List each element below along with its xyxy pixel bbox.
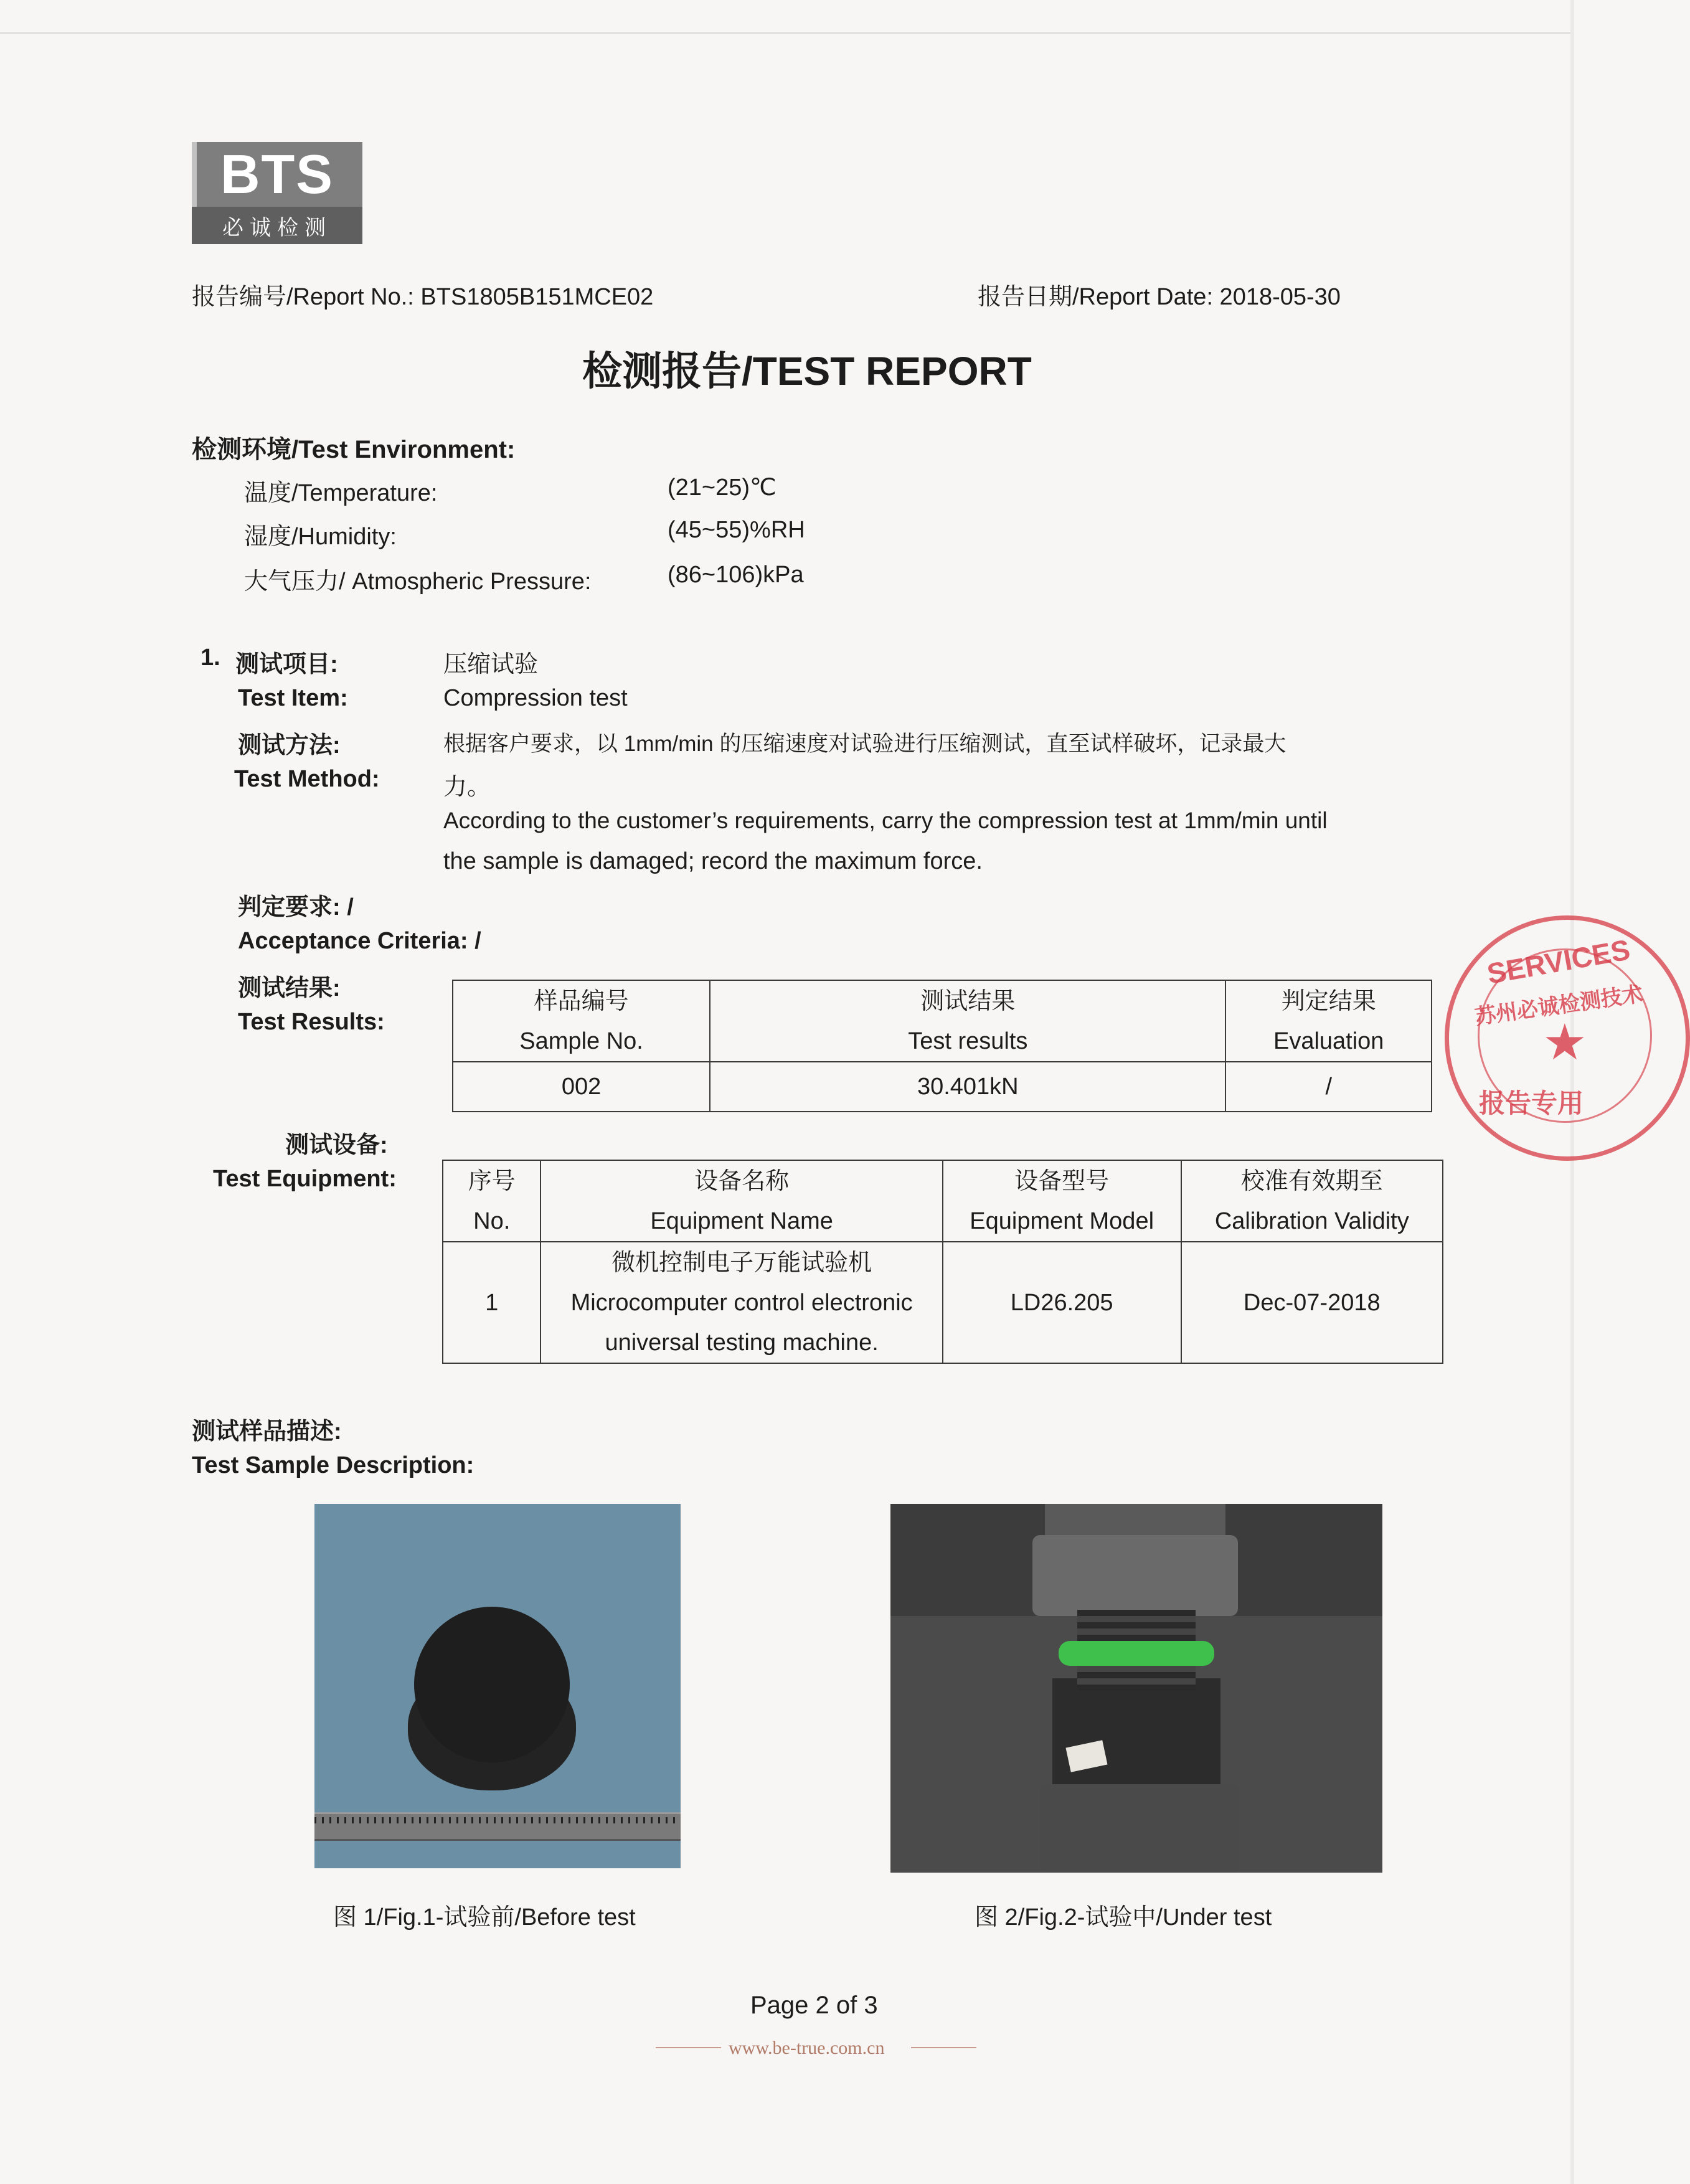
sample-description-en: Test Sample Description: bbox=[192, 1452, 474, 1478]
test-method-cn-line1: 根据客户要求，以 1mm/min 的压缩速度对试验进行压缩测试，直至试样破坏，记录最大 bbox=[443, 732, 1286, 756]
results-header-result bbox=[710, 980, 1225, 1062]
env-pressure-value: (86~106)kPa bbox=[668, 562, 804, 588]
results-header-sample-en: Sample No. bbox=[519, 1028, 643, 1054]
equipment-cell-validity: Dec-07-2018 bbox=[1181, 1242, 1443, 1363]
equipment-cell-name bbox=[541, 1242, 942, 1363]
official-seal bbox=[1445, 915, 1690, 1161]
env-temperature-value: (21~25)℃ bbox=[668, 475, 777, 501]
results-header-evaluation-en: Evaluation bbox=[1273, 1028, 1384, 1054]
report-number: 报告编号/Report No.: BTS1805B151MCE02 bbox=[192, 284, 654, 310]
footer-line-left bbox=[656, 2047, 721, 2048]
env-humidity-value: (45~55)%RH bbox=[668, 517, 805, 543]
scan-edge-line bbox=[0, 32, 1574, 34]
report-date: 报告日期/Report Date: 2018-05-30 bbox=[978, 284, 1341, 310]
sample-disc-shape bbox=[414, 1607, 570, 1762]
env-pressure-label: 大气压力/ Atmospheric Pressure: bbox=[244, 569, 592, 595]
equipment-table-header-row bbox=[443, 1160, 1443, 1242]
press-base-shape bbox=[1040, 1784, 1239, 1873]
footer-line-right bbox=[911, 2047, 976, 2048]
seal-text-top: SERVICES bbox=[1485, 933, 1633, 990]
section-number: 1. bbox=[201, 645, 220, 671]
results-header-sample-cn: 样品编号 bbox=[534, 987, 629, 1014]
green-ring-shape bbox=[1059, 1641, 1214, 1666]
results-cell-evaluation: / bbox=[1225, 1062, 1432, 1112]
test-results-cn-label: 测试结果: bbox=[238, 975, 341, 1001]
equipment-name-en-line2: universal testing machine. bbox=[605, 1330, 879, 1356]
equipment-header-validity bbox=[1181, 1160, 1443, 1242]
equipment-header-model bbox=[943, 1160, 1181, 1242]
equipment-en-label: Test Equipment: bbox=[213, 1166, 397, 1192]
ruler-shape bbox=[314, 1812, 681, 1841]
test-method-cn-label: 测试方法: bbox=[238, 732, 341, 759]
test-item-en-label: Test Item: bbox=[238, 685, 348, 711]
results-cell-sample: 002 bbox=[453, 1062, 710, 1112]
results-header-sample bbox=[453, 980, 710, 1062]
test-item-cn-value: 压缩试验 bbox=[443, 651, 539, 678]
logo-text: BTS bbox=[220, 143, 334, 205]
test-results-en-label: Test Results: bbox=[238, 1009, 385, 1035]
ruler-ticks bbox=[314, 1817, 681, 1823]
equipment-header-model-en: Equipment Model bbox=[970, 1208, 1154, 1234]
test-method-en-line1: According to the customer’s requirements, carry the compression test at 1mm/min until bbox=[443, 808, 1328, 833]
test-method-en-line2: the sample is damaged; record the maximum force. bbox=[443, 848, 983, 874]
equipment-header-name bbox=[541, 1160, 942, 1242]
logo-subtitle: 必诚检测 bbox=[222, 215, 332, 240]
test-method-cn-line2: 力。 bbox=[443, 774, 491, 800]
equipment-header-no bbox=[443, 1160, 541, 1242]
equipment-header-no-cn: 序号 bbox=[468, 1167, 516, 1194]
figure-1-photo bbox=[314, 1504, 681, 1868]
env-temperature-label: 温度/Temperature: bbox=[244, 480, 438, 506]
logo-text-area bbox=[192, 142, 362, 207]
equipment-header-name-cn: 设备名称 bbox=[694, 1167, 790, 1194]
logo-subtitle-bar bbox=[192, 207, 362, 244]
results-header-result-en: Test results bbox=[908, 1028, 1028, 1054]
equipment-header-model-cn: 设备型号 bbox=[1014, 1167, 1110, 1194]
equipment-header-name-en: Equipment Name bbox=[650, 1208, 833, 1234]
results-header-evaluation bbox=[1225, 980, 1432, 1062]
results-cell-result: 30.401kN bbox=[710, 1062, 1225, 1112]
results-header-result-cn: 测试结果 bbox=[920, 987, 1016, 1014]
env-humidity-label: 湿度/Humidity: bbox=[244, 524, 397, 550]
seal-text-center: 报告专用 bbox=[1479, 1089, 1584, 1118]
results-table-header-row bbox=[453, 980, 1432, 1062]
acceptance-criteria-en: Acceptance Criteria: / bbox=[238, 928, 481, 954]
test-method-en-label: Test Method: bbox=[234, 766, 380, 792]
equipment-header-no-en: No. bbox=[473, 1208, 511, 1234]
equipment-name-cn: 微机控制电子万能试验机 bbox=[611, 1249, 872, 1276]
results-header-evaluation-cn: 判定结果 bbox=[1281, 987, 1376, 1014]
equipment-cn-label: 测试设备: bbox=[285, 1132, 388, 1158]
figure-2-caption: 图 2/Fig.2-试验中/Under test bbox=[975, 1904, 1272, 1931]
table-row bbox=[443, 1242, 1443, 1363]
footer-website: www.be-true.com.cn bbox=[729, 2038, 885, 2058]
seal-star-icon: ★ bbox=[1542, 1014, 1587, 1070]
seal-text-ring: 苏州必诚检测技术 bbox=[1473, 982, 1645, 1029]
equipment-table bbox=[442, 1160, 1443, 1364]
equipment-header-validity-cn: 校准有效期至 bbox=[1240, 1167, 1383, 1194]
equipment-header-validity-en: Calibration Validity bbox=[1214, 1208, 1409, 1234]
page-title: 检测报告/TEST REPORT bbox=[582, 349, 1032, 394]
equipment-cell-no: 1 bbox=[443, 1242, 541, 1363]
figure-2-photo bbox=[890, 1504, 1382, 1873]
acceptance-criteria-cn: 判定要求: / bbox=[238, 894, 354, 920]
equipment-name-en-line1: Microcomputer control electronic bbox=[570, 1290, 913, 1316]
test-item-cn-label: 测试项目: bbox=[235, 651, 338, 678]
table-row bbox=[453, 1062, 1432, 1112]
page-number: Page 2 of 3 bbox=[750, 1992, 878, 2019]
test-item-en-value: Compression test bbox=[443, 685, 628, 711]
sample-description-cn: 测试样品描述: bbox=[192, 1419, 342, 1445]
press-head-shape bbox=[1032, 1535, 1238, 1616]
equipment-cell-model: LD26.205 bbox=[943, 1242, 1181, 1363]
environment-heading: 检测环境/Test Environment: bbox=[192, 436, 516, 463]
figure-1-caption: 图 1/Fig.1-试验前/Before test bbox=[333, 1904, 636, 1931]
bts-logo bbox=[192, 142, 362, 244]
results-table bbox=[452, 980, 1432, 1112]
